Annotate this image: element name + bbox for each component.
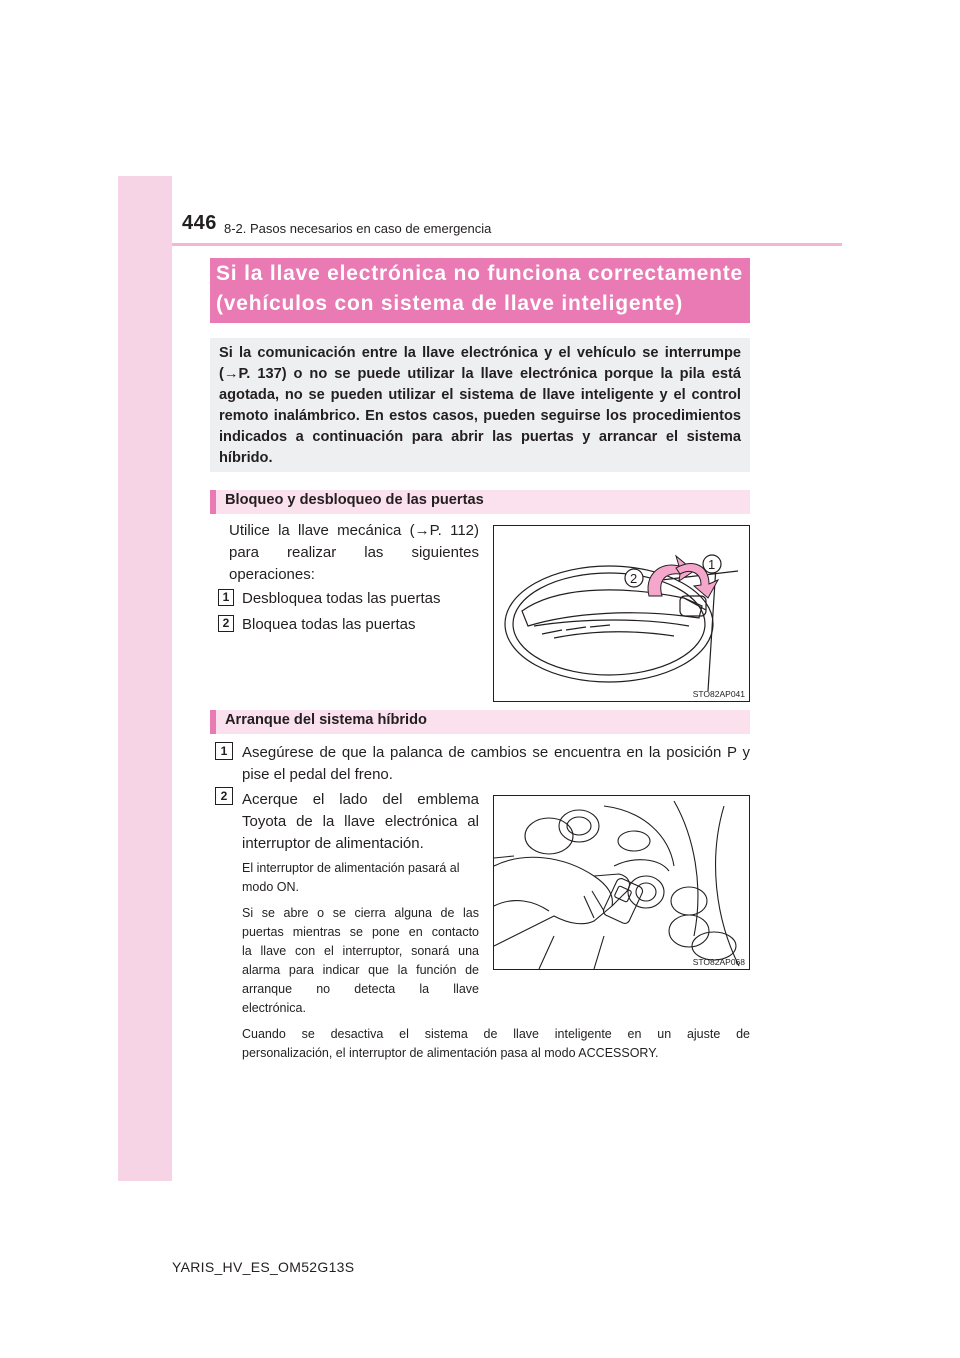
main-title-line1: Si la llave electrónica no funciona correctamente bbox=[216, 262, 744, 285]
locking-item-1: Desbloquea todas las puertas bbox=[242, 590, 441, 607]
door-handle-drawing bbox=[494, 526, 749, 701]
step-number-1: 1 bbox=[215, 742, 233, 760]
header-rule bbox=[172, 243, 842, 246]
note3-line2: personalización, el interruptor de alimentación pasa al modo ACCESSORY. bbox=[242, 1046, 659, 1060]
subheading-locking-text: Bloqueo y desbloqueo de las puertas bbox=[225, 492, 484, 508]
note3-line1: Cuando se desactiva el sistema de llave inteligente en un ajuste de bbox=[242, 1027, 750, 1041]
subheading-locking bbox=[210, 490, 750, 514]
step2-line3: interruptor de alimentación. bbox=[242, 835, 424, 852]
step1-line1: Asegúrese de que la palanca de cambios se encuentra en la posición P y bbox=[242, 744, 750, 761]
main-title-banner bbox=[210, 258, 750, 323]
subheading-starting-text: Arranque del sistema híbrido bbox=[225, 712, 427, 728]
step-number-2: 2 bbox=[215, 787, 233, 805]
locking-text-line3: operaciones: bbox=[229, 566, 315, 583]
step1-line2: pise el pedal del freno. bbox=[242, 766, 393, 783]
section-header: 8-2. Pasos necesarios en caso de emergencia bbox=[224, 221, 492, 236]
figure-code-1: STO82AP041 bbox=[692, 689, 745, 699]
figure-callout-2: 2 bbox=[630, 571, 638, 586]
locking-item-2: Bloquea todas las puertas bbox=[242, 616, 416, 633]
step-marker-1: 1 bbox=[218, 589, 234, 606]
subheading-starting bbox=[210, 710, 750, 734]
power-switch-illustration bbox=[493, 795, 750, 970]
note1-line2: modo ON. bbox=[242, 880, 299, 894]
figure-callout-1: 1 bbox=[708, 557, 716, 572]
main-title-line2: (vehículos con sistema de llave inteligente) bbox=[216, 292, 684, 315]
note2-line6: electrónica. bbox=[242, 1001, 306, 1015]
footer-code: YARIS_HV_ES_OM52G13S bbox=[172, 1259, 355, 1275]
note2-line4: alarma para indicar que la función de bbox=[242, 963, 479, 977]
note2-line2: puertas mientras se pone en contacto bbox=[242, 925, 479, 939]
note2-line5: arranque no detecta la llave bbox=[242, 982, 479, 996]
note1-line1: El interruptor de alimentación pasará al bbox=[242, 861, 460, 875]
page-number: 446 bbox=[182, 212, 217, 234]
figure-code-2: STO82AP068 bbox=[692, 957, 745, 967]
note2-line1: Si se abre o se cierra alguna de las bbox=[242, 906, 479, 920]
door-handle-illustration bbox=[493, 525, 750, 702]
step2-line1: Acerque el lado del emblema bbox=[242, 791, 479, 808]
locking-text-line1: Utilice la llave mecánica (→P. 112) bbox=[229, 522, 479, 539]
note2-line3: la llave con el interruptor, sonará una bbox=[242, 944, 479, 958]
power-switch-drawing bbox=[494, 796, 749, 969]
intro-box bbox=[210, 338, 750, 472]
locking-text-line2: para realizar las siguientes bbox=[229, 544, 479, 561]
step-marker-2: 2 bbox=[218, 615, 234, 632]
side-tab bbox=[118, 176, 172, 1181]
step2-line2: Toyota de la llave electrónica al bbox=[242, 813, 479, 830]
intro-text: Si la comunicación entre la llave electrónica y el vehículo se interrumpe (→P. 137) o no se puede utilizar la llave electrónica porque la pila está agotada, no se pueden utilizar el sistema de llave inteligente y el control remoto inalámbrico. En estos casos, pueden seguirse los procedimientos indicados a continuación para abrir las puertas y arrancar el sistema híbrido. bbox=[219, 345, 741, 466]
